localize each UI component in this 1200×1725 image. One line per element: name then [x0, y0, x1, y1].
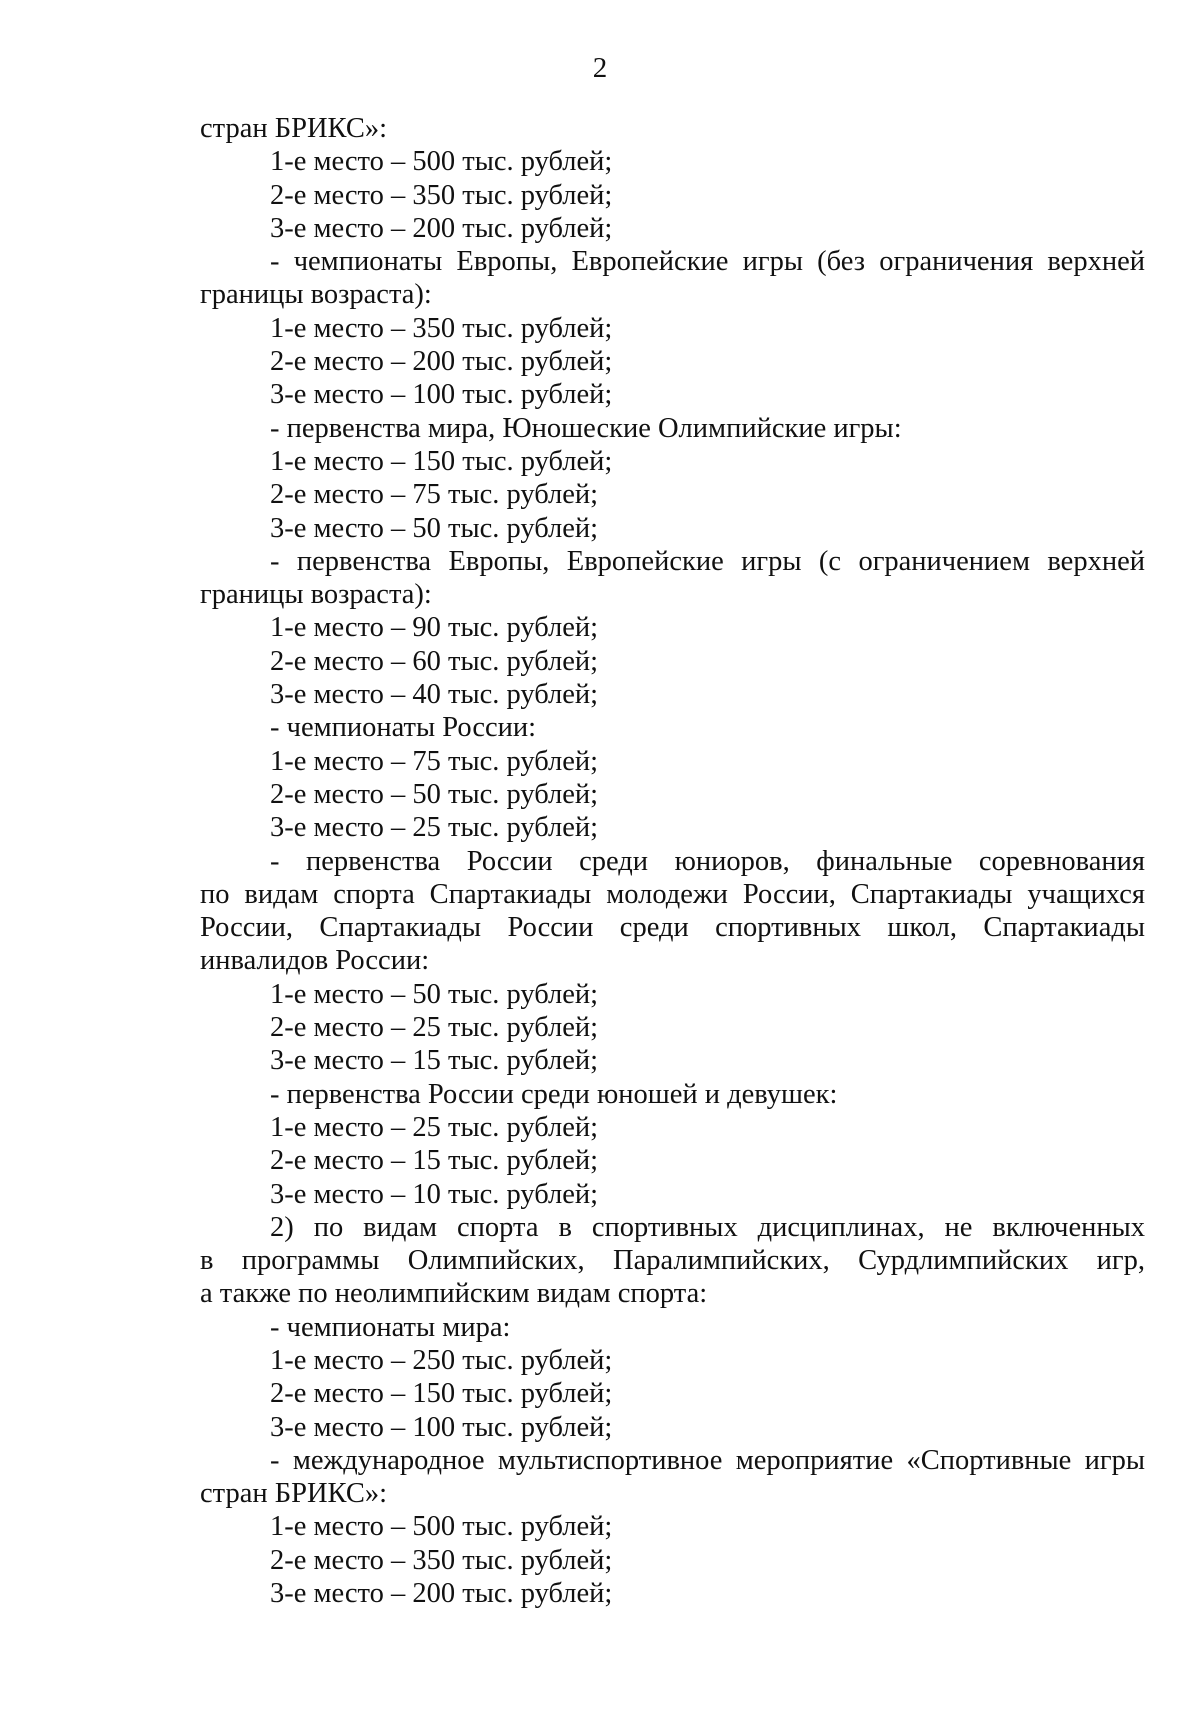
- text-line: 1-е место – 500 тыс. рублей;: [270, 146, 613, 178]
- text-line: а также по неолимпийским видам спорта:: [200, 1278, 708, 1310]
- text-line: 2-е место – 150 тыс. рублей;: [270, 1378, 613, 1410]
- text-line: России, Спартакиады России среди спортивных школ, Спартакиады: [200, 912, 1145, 944]
- text-line: - чемпионаты Европы, Европейские игры (без ограничения верхней: [270, 246, 1145, 278]
- text-line: 2-е место – 350 тыс. рублей;: [270, 1544, 613, 1576]
- document-body: [200, 112, 1145, 1610]
- text-line: 1-е место – 250 тыс. рублей;: [270, 1344, 613, 1376]
- text-line: 2-е место – 60 тыс. рублей;: [270, 645, 599, 677]
- text-line: - первенства Европы, Европейские игры (с ограничением верхней: [270, 545, 1145, 577]
- text-line: 1-е место – 75 тыс. рублей;: [270, 745, 599, 777]
- text-line: 3-е место – 25 тыс. рублей;: [270, 812, 599, 844]
- text-line: 1-е место – 500 тыс. рублей;: [270, 1511, 613, 1543]
- text-line: 1-е место – 90 тыс. рублей;: [270, 612, 599, 644]
- text-line: инвалидов России:: [200, 945, 430, 977]
- text-line: стран БРИКС»:: [200, 1478, 388, 1510]
- text-line: стран БРИКС»:: [200, 113, 388, 144]
- text-line: 2-е место – 350 тыс. рублей;: [270, 179, 613, 211]
- text-line: по видам спорта Спартакиады молодежи России, Спартакиады учащихся: [200, 878, 1145, 910]
- text-line: - чемпионаты России:: [270, 712, 537, 744]
- text-line: 1-е место – 50 тыс. рублей;: [270, 978, 599, 1010]
- text-line: - первенства мира, Юношеские Олимпийские игры:: [270, 412, 902, 444]
- text-line: 3-е место – 100 тыс. рублей;: [270, 1411, 613, 1443]
- text-line: 3-е место – 100 тыс. рублей;: [270, 379, 613, 411]
- text-line: 1-е место – 25 тыс. рублей;: [270, 1111, 599, 1143]
- text-line: 2-е место – 75 тыс. рублей;: [270, 479, 599, 511]
- text-line: 3-е место – 50 тыс. рублей;: [270, 512, 599, 544]
- text-line: - первенства России среди юношей и девушек:: [270, 1078, 838, 1110]
- text-line: 2-е место – 15 тыс. рублей;: [270, 1145, 599, 1177]
- text-line: 1-е место – 150 тыс. рублей;: [270, 445, 613, 477]
- text-line: 3-е место – 40 тыс. рублей;: [270, 679, 599, 711]
- text-line: 2-е место – 200 тыс. рублей;: [270, 346, 613, 378]
- text-line: границы возраста):: [200, 279, 432, 311]
- text-line: 3-е место – 15 тыс. рублей;: [270, 1045, 599, 1077]
- text-line: 3-е место – 10 тыс. рублей;: [270, 1178, 599, 1210]
- text-line: - международное мультиспортивное мероприятие «Спортивные игры: [270, 1444, 1145, 1476]
- text-line: 2) по видам спорта в спортивных дисциплинах, не включенных: [270, 1211, 1145, 1243]
- text-line: 3-е место – 200 тыс. рублей;: [270, 1578, 613, 1610]
- text-line: 3-е место – 200 тыс. рублей;: [270, 212, 613, 244]
- page-number: 2: [592, 52, 608, 84]
- text-line: - чемпионаты мира:: [270, 1311, 511, 1343]
- text-line: - первенства России среди юниоров, финальные соревнования: [270, 845, 1145, 877]
- text-line: границы возраста):: [200, 579, 432, 611]
- text-line: 2-е место – 25 тыс. рублей;: [270, 1012, 599, 1044]
- text-line: в программы Олимпийских, Паралимпийских, Сурдлимпийских игр,: [200, 1245, 1145, 1277]
- text-line: 1-е место – 350 тыс. рублей;: [270, 312, 613, 344]
- text-line: 2-е место – 50 тыс. рублей;: [270, 778, 599, 810]
